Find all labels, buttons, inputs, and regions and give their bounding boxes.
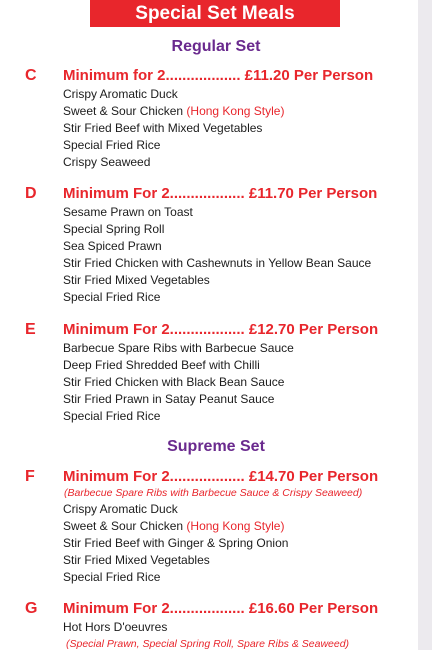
set-note: (Barbecue Spare Ribs with Barbecue Sauce & Crispy Seaweed) [64,487,363,499]
list-item: Sweet & Sour Chicken (Hong Kong Style) [63,519,285,533]
style-note: (Hong Kong Style) [186,519,285,533]
list-item: Stir Fried Chicken with Cashewnuts in Yellow Bean Sauce [63,256,372,270]
set-letter: E [25,321,36,338]
style-note: (Hong Kong Style) [186,104,285,118]
list-item: Special Fried Rice [63,409,161,423]
set-letter: D [25,185,37,202]
list-item: Stir Fried Mixed Vegetables [63,273,210,287]
set-heading: Minimum For 2.................. £16.60 Per Person [63,600,379,617]
list-item: Stir Fried Chicken with Black Bean Sauce [63,375,285,389]
set-letter: C [25,67,37,84]
section-title-supreme: Supreme Set [167,438,265,455]
set-heading: Minimum For 2.................. £11.70 Per Person [63,185,378,202]
list-item: Sea Spiced Prawn [63,239,162,253]
list-item: Special Fried Rice [63,570,161,584]
section-title-regular: Regular Set [171,38,261,55]
set-heading: Minimum for 2.................. £11.20 Per Person [63,67,374,84]
list-item: Hot Hors D'oeuvres [63,620,168,634]
list-item: Deep Fried Shredded Beef with Chilli [63,358,260,372]
list-item: Crispy Aromatic Duck [63,502,178,516]
set-items [63,86,284,171]
list-item: Stir Fried Prawn in Satay Peanut Sauce [63,392,275,406]
set-letter: G [25,600,38,617]
set-heading: Minimum For 2.................. £14.70 Per Person [63,468,379,485]
page-title: Special Set Meals [90,0,340,27]
page-edge [418,0,432,650]
set-heading: Minimum For 2.................. £12.70 Per Person [63,321,379,338]
list-item: Special Fried Rice [63,138,161,152]
list-item: Barbecue Spare Ribs with Barbecue Sauce [63,341,294,355]
list-item: Special Spring Roll [63,222,165,236]
list-item: Crispy Seaweed [63,155,151,169]
set-letter: F [25,468,35,485]
set-items [63,619,167,636]
list-item: Stir Fried Mixed Vegetables [63,553,210,567]
set-items [63,204,371,306]
list-item: Sesame Prawn on Toast [63,205,193,219]
list-item: Crispy Aromatic Duck [63,87,178,101]
set-items [63,501,288,586]
list-item: Sweet & Sour Chicken (Hong Kong Style) [63,104,285,118]
list-item: Special Fried Rice [63,290,161,304]
set-note: (Special Prawn, Special Spring Roll, Spare Ribs & Seaweed) [66,638,350,650]
list-item: Stir Fried Beef with Mixed Vegetables [63,121,263,135]
list-item: Stir Fried Beef with Ginger & Spring Onion [63,536,289,550]
set-items [63,340,294,425]
